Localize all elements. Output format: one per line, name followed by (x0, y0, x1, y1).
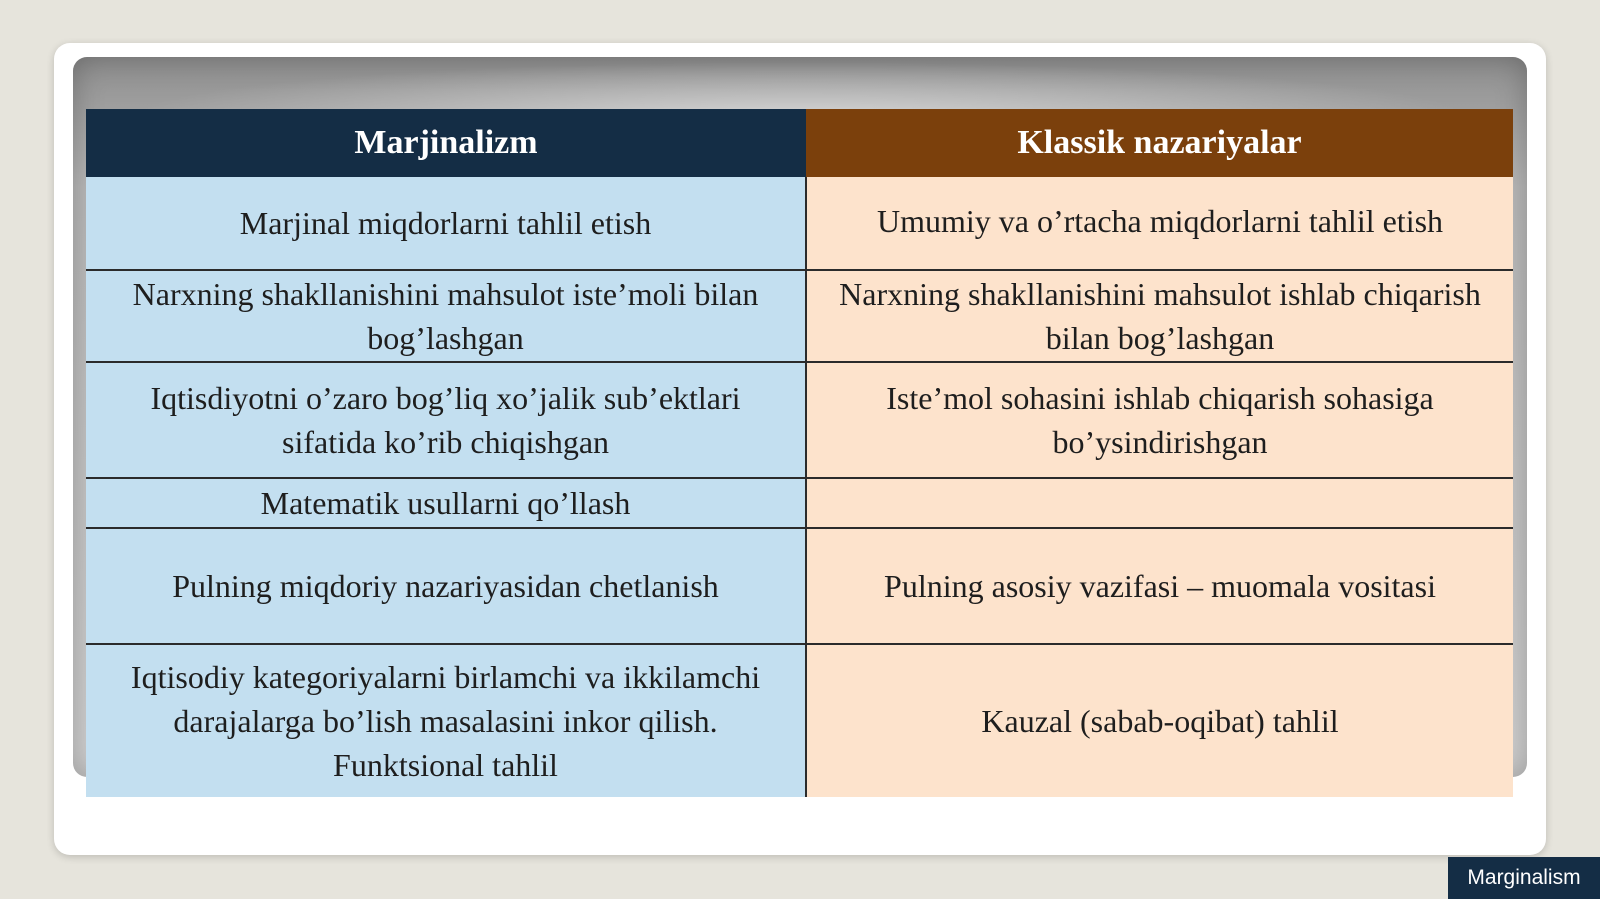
header-klassik-nazariyalar: Klassik nazariyalar (806, 109, 1513, 177)
footer-topic-label: Marginalism (1448, 857, 1600, 899)
header-marjinalizm: Marjinalizm (86, 109, 806, 177)
cell-klassik-empty (806, 478, 1513, 528)
cell-klassik (806, 177, 1513, 270)
cell-klassik: Narxning shakllanishini mahsulot ishlab chiqarish bilan bog’lashgan (806, 270, 1513, 362)
cell-klassik: Pulning asosiy vazifasi – muomala vositasi (806, 528, 1513, 644)
cell-klassik: Kauzal (sabab-oqibat) tahlil (806, 644, 1513, 797)
cell-marjinalizm: Iqtisdiyotni o’zaro bog’liq xo’jalik sub’ektlari sifatida ko’rib chiqishgan (86, 362, 806, 478)
table-row (86, 177, 1513, 270)
cell-marjinalizm: Marjinal miqdorlarni tahlil etish (86, 177, 806, 270)
table-header-row (86, 109, 1513, 177)
table-row (86, 644, 1513, 797)
table-row (86, 478, 1513, 528)
cell-marjinalizm: Narxning shakllanishini mahsulot iste’moli bilan bog’lashgan (86, 270, 806, 362)
table-row (86, 528, 1513, 644)
cell-klassik: Iste’mol sohasini ishlab chiqarish sohasiga bo’ysindirishgan (806, 362, 1513, 478)
table-row (86, 270, 1513, 362)
cell-marjinalizm: Matematik usullarni qo’llash (86, 478, 806, 528)
comparison-table (86, 109, 1513, 797)
cell-text: Umumiy va o’rtacha miqdorlarni tahlil etish (876, 203, 1444, 239)
table-row (86, 362, 1513, 478)
cell-marjinalizm: Pulning miqdoriy nazariyasidan chetlanish (86, 528, 806, 644)
cell-marjinalizm: Iqtisodiy kategoriyalarni birlamchi va ikkilamchi darajalarga bo’lish masalasini inkor qilish. Funktsional tahlil (86, 644, 806, 797)
